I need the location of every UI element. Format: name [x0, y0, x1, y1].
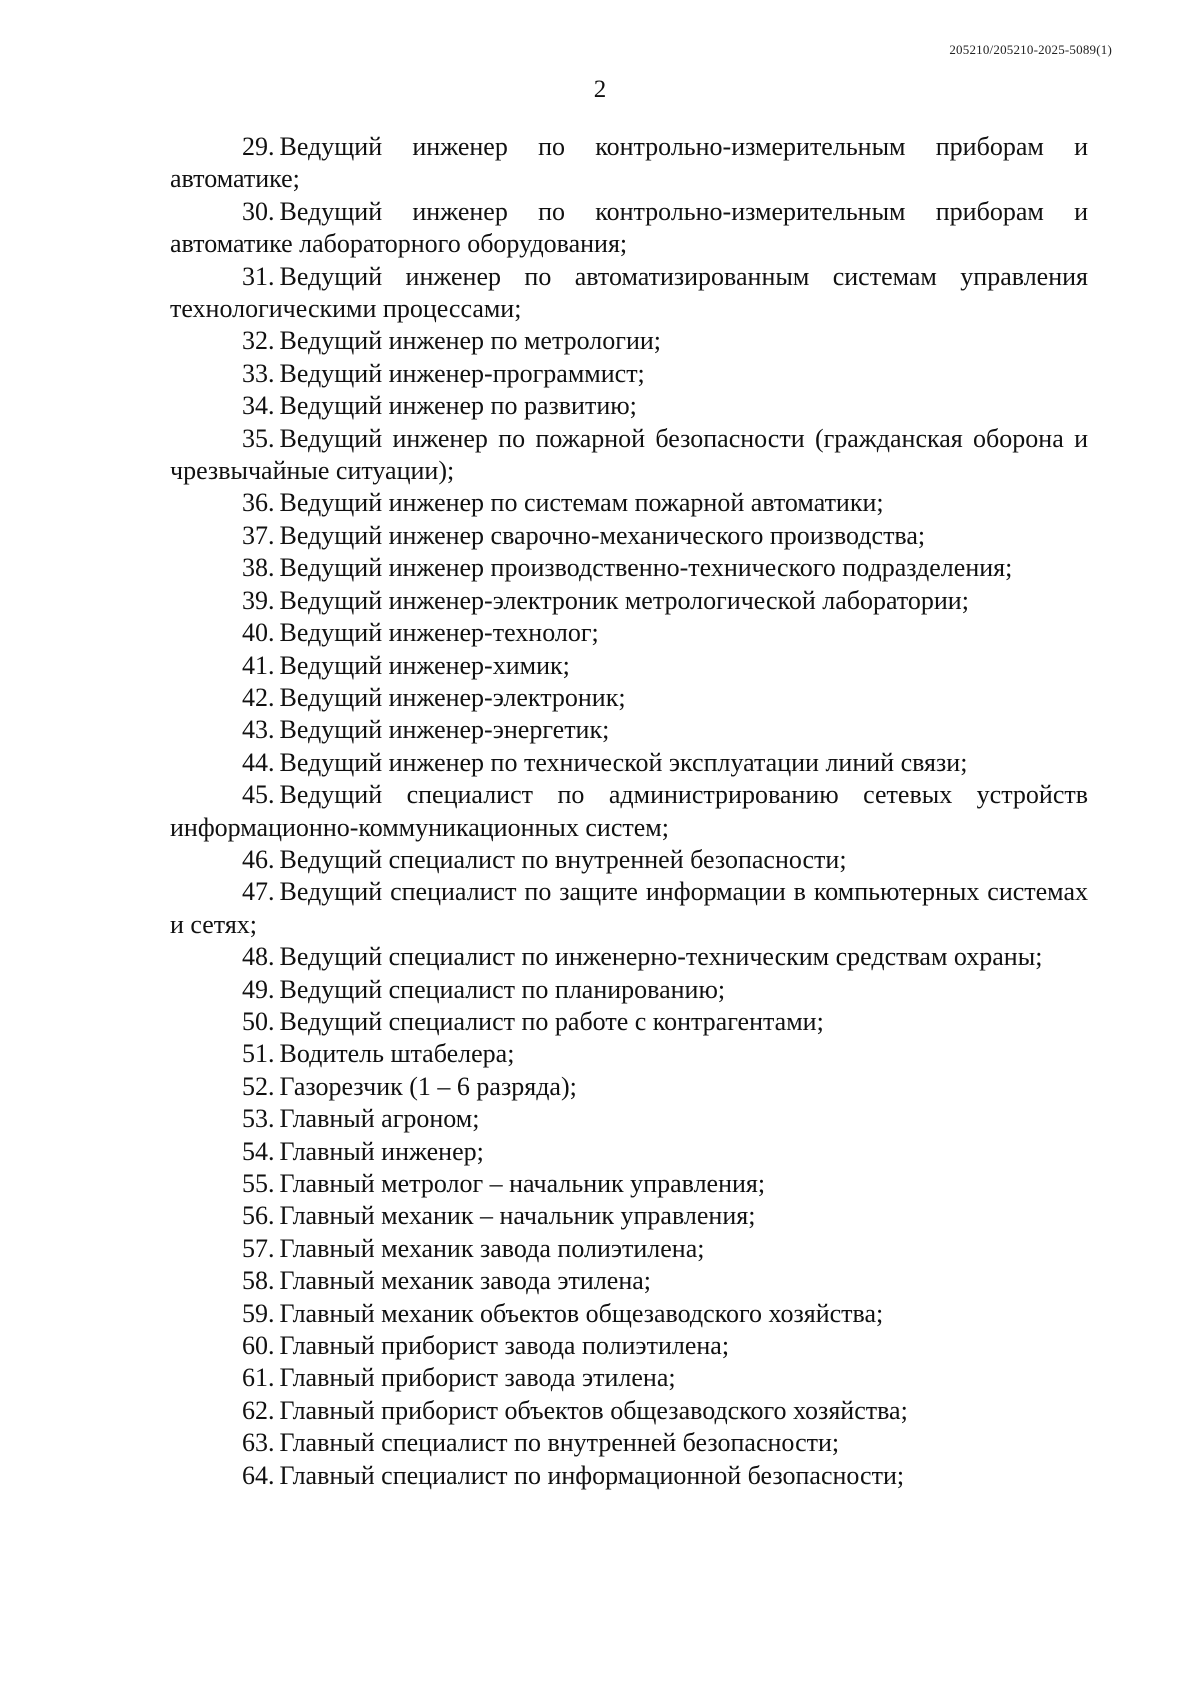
- item-text: Ведущий специалист по администрированию сетевых устройств информационно-коммуникационных систем;: [170, 780, 1088, 842]
- item-text: Главный приборист объектов общезаводского хозяйства;: [279, 1395, 908, 1425]
- item-number: 37.: [242, 520, 275, 550]
- item-number: 55.: [242, 1169, 275, 1198]
- item-number: 29.: [242, 132, 275, 161]
- list-item: [170, 876, 1088, 941]
- item-text: Ведущий инженер производственно-технического подразделения;: [279, 553, 1013, 583]
- item-number: 39.: [242, 585, 275, 615]
- item-text: Ведущий специалист по внутренней безопасности;: [279, 844, 847, 874]
- list-item: [170, 1136, 1088, 1168]
- list-item: [170, 1298, 1088, 1330]
- list-item: [170, 1006, 1088, 1038]
- item-text: Ведущий инженер-электроник метрологической лаборатории;: [279, 585, 969, 615]
- item-text: Ведущий специалист по планированию;: [279, 974, 726, 1004]
- item-text: Главный специалист по внутренней безопасности;: [279, 1428, 840, 1458]
- item-text: Водитель штабелера;: [279, 1039, 515, 1069]
- item-number: 36.: [242, 488, 275, 518]
- list-item: [170, 779, 1088, 844]
- item-text: Ведущий инженер по метрологии;: [279, 326, 661, 356]
- item-number: 60.: [242, 1331, 275, 1361]
- item-text: Ведущий специалист по работе с контрагентами;: [279, 1006, 824, 1036]
- list-item: [170, 1395, 1088, 1427]
- item-number: 59.: [242, 1298, 275, 1328]
- list-item: [170, 1460, 1088, 1492]
- item-number: 54.: [242, 1136, 275, 1166]
- item-text: Газорезчик (1 – 6 разряда);: [279, 1071, 577, 1101]
- item-text: Ведущий специалист по защите информации в компьютерных системах и сетях;: [170, 877, 1088, 939]
- item-number: 49.: [242, 974, 275, 1004]
- item-text: Главный метролог – начальник управления;: [279, 1169, 766, 1198]
- item-text: Ведущий инженер-химик;: [279, 650, 570, 680]
- item-number: 31.: [242, 261, 275, 291]
- list-item: [170, 552, 1088, 584]
- item-number: 47.: [242, 877, 275, 907]
- item-number: 33.: [242, 358, 275, 388]
- item-number: 45.: [242, 780, 275, 810]
- item-number: 35.: [242, 423, 275, 453]
- position-list: [170, 131, 1088, 1492]
- list-item: [170, 325, 1088, 357]
- item-number: 46.: [242, 844, 275, 874]
- item-text: Главный приборист завода этилена;: [279, 1363, 676, 1393]
- item-number: 62.: [242, 1395, 275, 1425]
- list-item: [170, 196, 1088, 261]
- document-id: 205210/205210-2025-5089(1): [949, 42, 1112, 57]
- item-text: Ведущий инженер по технической эксплуатации линий связи;: [279, 747, 968, 777]
- list-item: [170, 1103, 1088, 1135]
- item-number: 42.: [242, 682, 275, 712]
- list-item: [170, 714, 1088, 746]
- list-item: [170, 520, 1088, 552]
- list-item: [170, 1233, 1088, 1265]
- list-item: [170, 358, 1088, 390]
- list-item: [170, 487, 1088, 519]
- item-number: 58.: [242, 1266, 275, 1296]
- item-text: Главный механик – начальник управления;: [279, 1201, 756, 1231]
- item-number: 41.: [242, 650, 275, 680]
- list-item: [170, 1330, 1088, 1362]
- item-text: Главный механик объектов общезаводского хозяйства;: [279, 1298, 884, 1328]
- item-number: 34.: [242, 391, 275, 421]
- item-text: Главный механик завода полиэтилена;: [279, 1233, 705, 1263]
- item-text: Ведущий инженер-программист;: [279, 358, 645, 388]
- list-item: [170, 390, 1088, 422]
- item-text: Главный агроном;: [279, 1104, 480, 1134]
- list-item: [170, 1071, 1088, 1103]
- item-text: Главный специалист по информационной безопасности;: [279, 1460, 905, 1490]
- item-number: 56.: [242, 1201, 275, 1231]
- list-item: [170, 682, 1088, 714]
- item-number: 43.: [242, 715, 275, 745]
- item-number: 64.: [242, 1460, 275, 1490]
- list-item: [170, 974, 1088, 1006]
- list-item: [170, 844, 1088, 876]
- item-number: 44.: [242, 747, 275, 777]
- item-text: Ведущий инженер по контрольно-измерительным приборам и автоматике лабораторного оборудования;: [170, 196, 1088, 259]
- item-text: Ведущий инженер по развитию;: [279, 391, 637, 421]
- item-text: Ведущий инженер сварочно-механического производства;: [279, 520, 926, 550]
- list-item: [170, 423, 1088, 488]
- list-item: [170, 1038, 1088, 1070]
- item-text: Главный механик завода этилена;: [279, 1266, 652, 1296]
- list-item: [170, 650, 1088, 682]
- item-text: Ведущий инженер-энергетик;: [279, 715, 610, 745]
- item-number: 57.: [242, 1233, 275, 1263]
- item-text: Главный приборист завода полиэтилена;: [279, 1331, 730, 1361]
- list-item: [170, 1265, 1088, 1297]
- item-number: 51.: [242, 1039, 275, 1069]
- list-item: [170, 617, 1088, 649]
- list-item: [170, 1362, 1088, 1394]
- page-number: 2: [593, 76, 607, 103]
- list-item: [170, 261, 1088, 326]
- item-number: 63.: [242, 1428, 275, 1458]
- list-item: [170, 747, 1088, 779]
- item-number: 32.: [242, 326, 275, 356]
- list-item: [170, 1200, 1088, 1232]
- list-item: [170, 941, 1088, 973]
- item-number: 38.: [242, 553, 275, 583]
- item-number: 40.: [242, 618, 275, 648]
- list-item: [170, 1168, 1088, 1200]
- item-text: Ведущий инженер по системам пожарной автоматики;: [279, 488, 884, 518]
- item-text: Ведущий инженер по контрольно-измерительным приборам и автоматике;: [170, 132, 1088, 194]
- list-item: [170, 1427, 1088, 1459]
- item-text: Ведущий инженер-электроник;: [279, 682, 626, 712]
- item-text: Ведущий специалист по инженерно-техническим средствам охраны;: [279, 942, 1043, 972]
- item-text: Ведущий инженер по автоматизированным системам управления технологическими процессами;: [170, 261, 1088, 324]
- item-number: 61.: [242, 1363, 275, 1393]
- item-number: 50.: [242, 1006, 275, 1036]
- list-item: [170, 585, 1088, 617]
- item-number: 48.: [242, 942, 275, 972]
- item-number: 53.: [242, 1104, 275, 1134]
- list-item: [170, 131, 1088, 196]
- item-text: Ведущий инженер по пожарной безопасности (гражданская оборона и чрезвычайные ситуации);: [170, 423, 1088, 486]
- item-text: Главный инженер;: [279, 1136, 484, 1166]
- item-number: 30.: [242, 196, 275, 226]
- item-text: Ведущий инженер-технолог;: [279, 618, 599, 648]
- item-number: 52.: [242, 1071, 275, 1101]
